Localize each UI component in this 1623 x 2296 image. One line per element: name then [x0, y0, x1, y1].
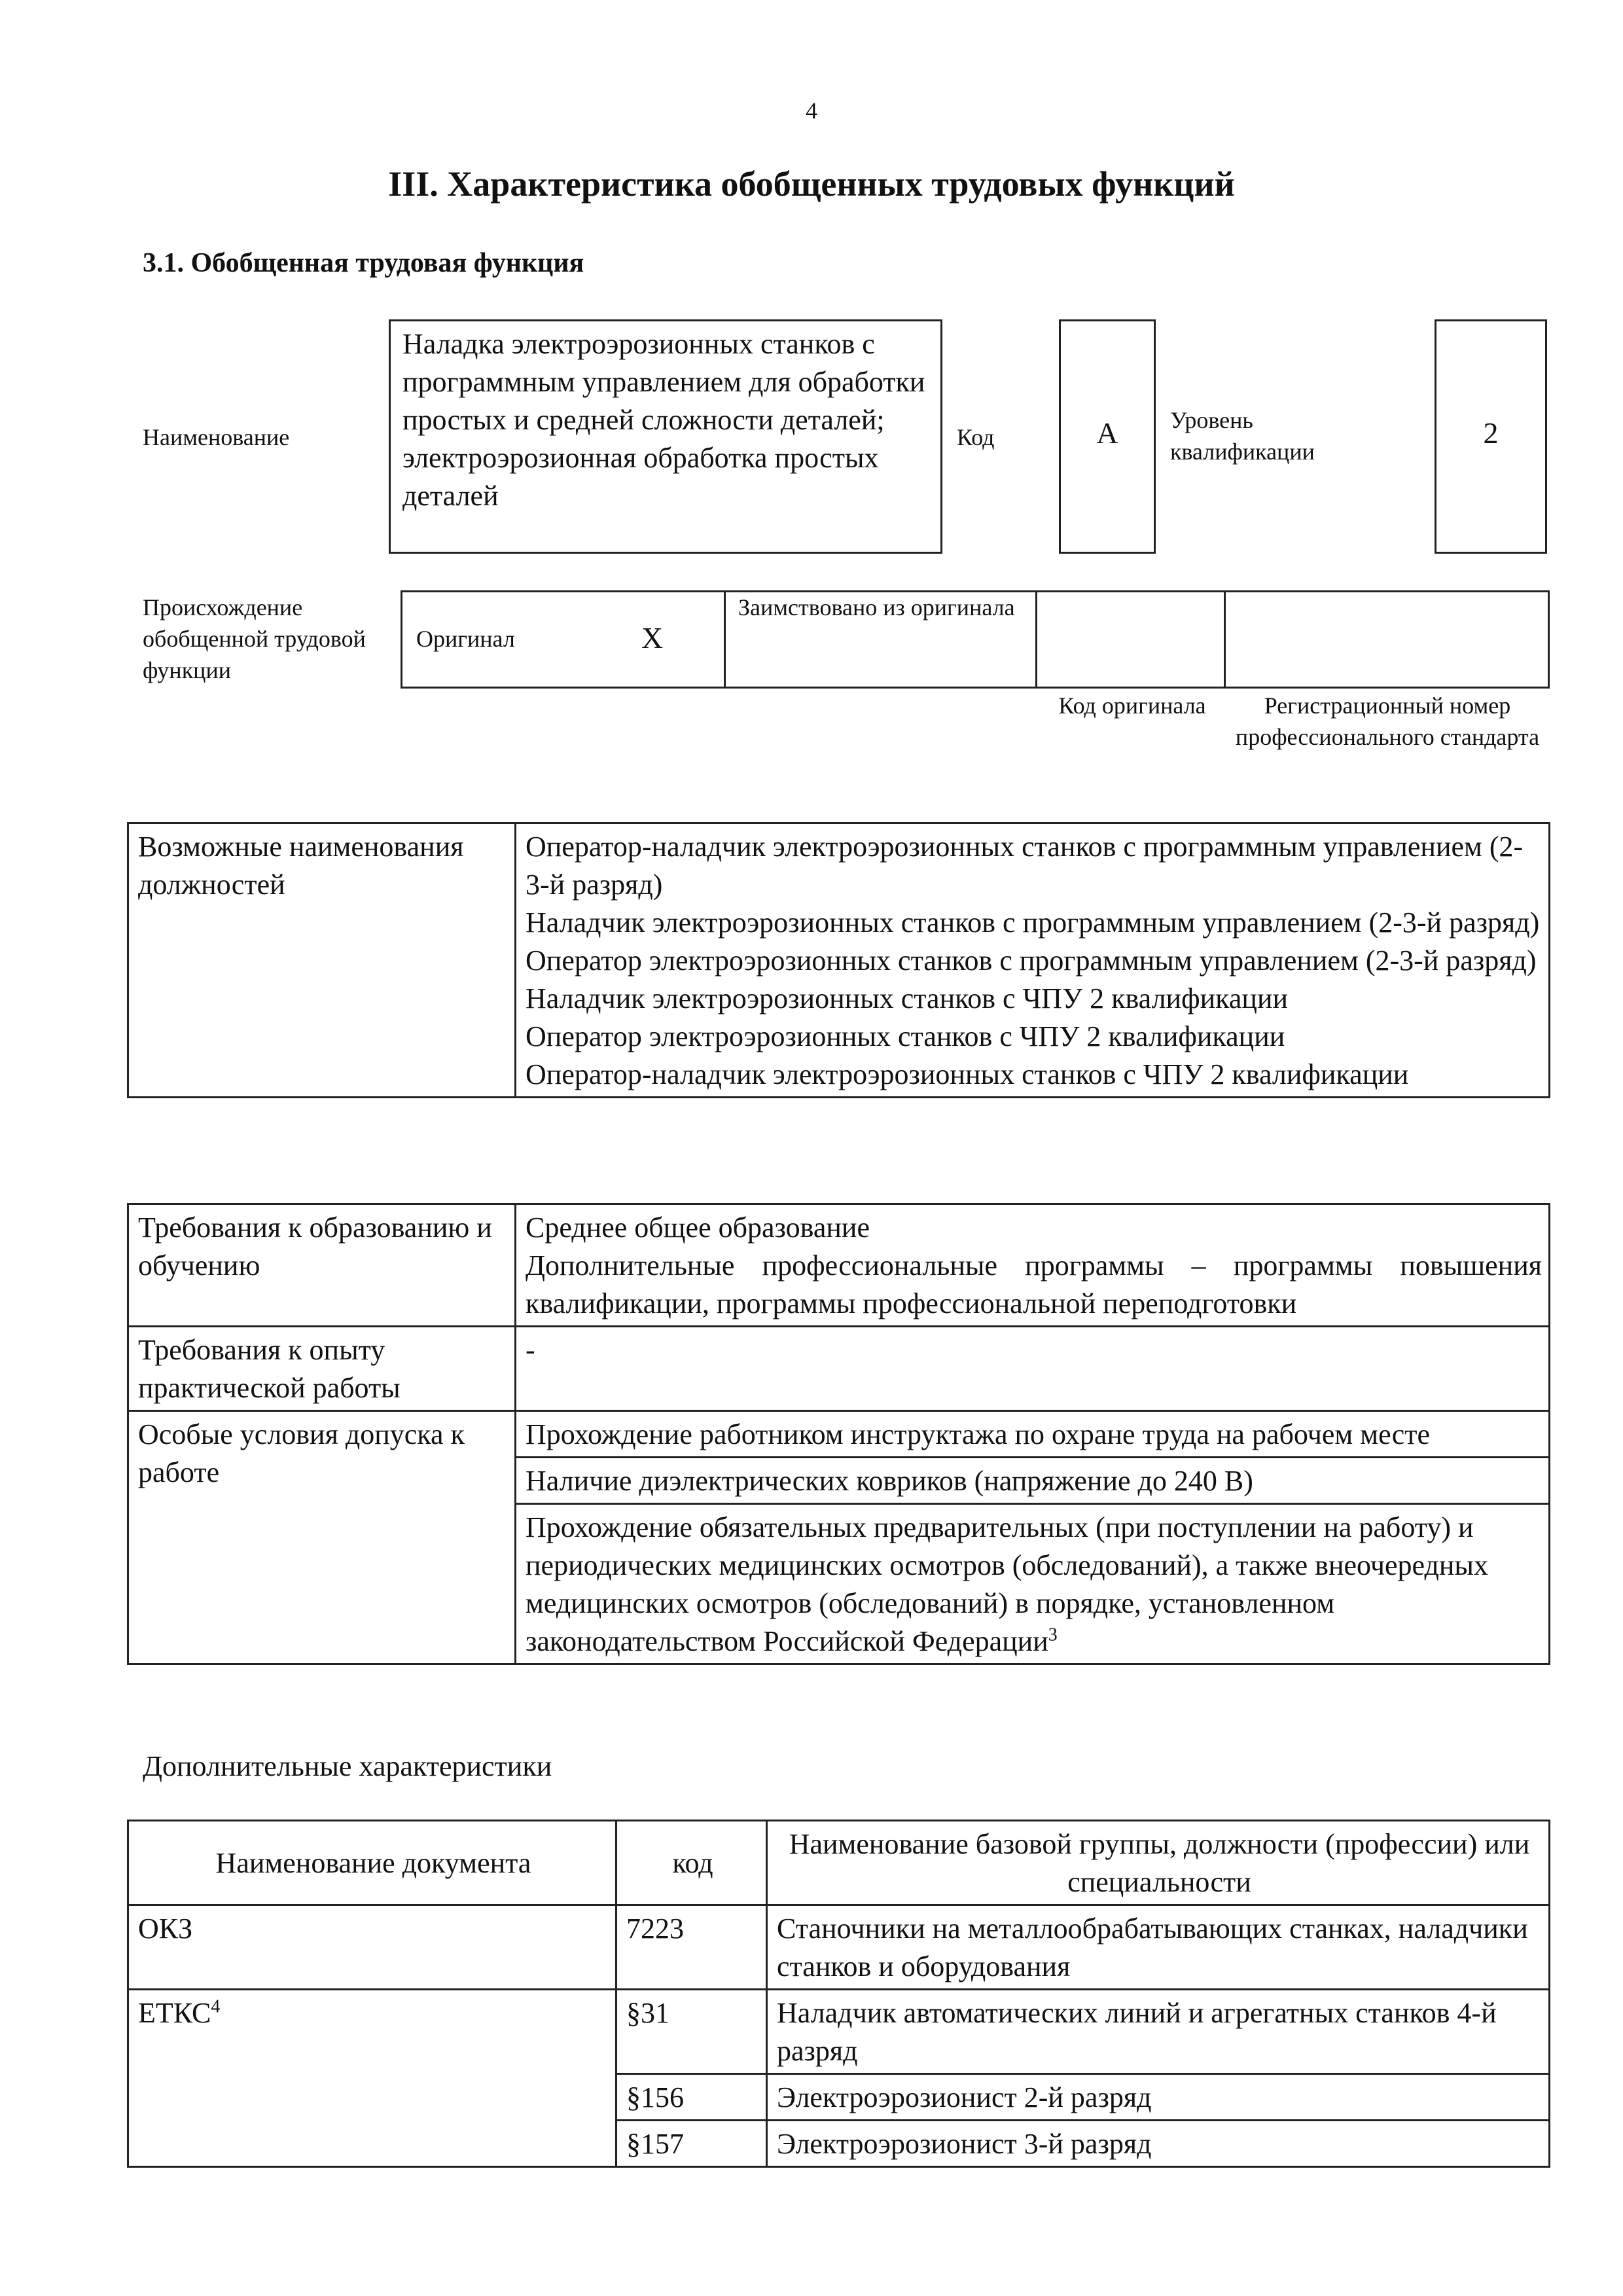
positions-list: [516, 823, 1550, 1098]
position-item: Наладчик электроэрозионных станков с программным управлением (2-3-й разряд): [526, 906, 1540, 939]
original-mark: X: [641, 621, 664, 655]
etks-desc: Электроэрозионист 3-й разряд: [767, 2121, 1550, 2167]
additional-table: [127, 1820, 1550, 2168]
header-group: Наименование базовой группы, должности (профессии) или специальности: [767, 1821, 1550, 1905]
etks-name: ЕТКС: [138, 1997, 211, 2029]
requirements-table: [127, 1203, 1550, 1665]
origin-divider-2: [1035, 590, 1037, 689]
education-value: [516, 1204, 1550, 1327]
positions-label: Возможные наименования должностей: [128, 823, 516, 1098]
experience-label: Требования к опыту практической работы: [128, 1327, 516, 1411]
special-label: Особые условия допуска к работе: [128, 1411, 516, 1664]
level-label: Уровень квалификации: [1170, 407, 1315, 465]
position-item: Оператор электроэрозионных станков с программным управлением (2-3-й разряд): [526, 944, 1537, 977]
etks-name-cell: [128, 1990, 616, 2167]
etks-code: §157: [616, 2121, 767, 2167]
etks-desc: Наладчик автоматических линий и агрегатных станков 4-й разряд: [767, 1990, 1550, 2074]
section-title: III. Характеристика обобщенных трудовых функций: [388, 164, 1235, 204]
etks-code: §31: [616, 1990, 767, 2074]
education-line: Дополнительные профессиональные программы – программы повышения квалификации, программы профессиональной переподготовки: [526, 1249, 1542, 1319]
position-item: Оператор-наладчик электроэрозионных станков с ЧПУ 2 квалификации: [526, 1058, 1409, 1090]
code-label: Код: [957, 424, 995, 450]
header-doc-name: Наименование документа: [128, 1821, 616, 1905]
origin-divider-3: [1224, 590, 1226, 689]
position-item: Наладчик электроэрозионных станков с ЧПУ 2 квалификации: [526, 982, 1289, 1014]
okz-code: 7223: [616, 1905, 767, 1990]
position-item: Оператор-наладчик электроэрозионных станков с программным управлением (2-3-й разряд): [526, 831, 1524, 901]
experience-value: -: [516, 1327, 1550, 1411]
footnote-3: 3: [1048, 1624, 1058, 1645]
name-box: [389, 319, 942, 554]
page-number: 4: [806, 98, 817, 124]
code-box: [1059, 319, 1156, 554]
additional-title: Дополнительные характеристики: [143, 1750, 552, 1782]
name-label: Наименование: [143, 424, 290, 450]
origin-label: Происхождение обобщенной трудовой функции: [143, 594, 366, 683]
position-item: Оператор электроэрозионных станков с ЧПУ 2 квалификации: [526, 1020, 1285, 1052]
code-original-caption: Код оригинала: [1058, 692, 1206, 719]
level-value: 2: [1483, 416, 1499, 450]
education-label: Требования к образованию и обучению: [128, 1204, 516, 1327]
function-name-value: Наладка электроэрозионных станков с программным управлением для обработки простых и средней сложности деталей; электроэрозионная обработка простых деталей: [402, 328, 925, 512]
origin-divider-1: [724, 590, 726, 689]
education-line: Среднее общее образование: [526, 1211, 870, 1244]
original-label: Оригинал: [416, 626, 515, 652]
special-item: Наличие диэлектрических ковриков (напряжение до 240 В): [516, 1458, 1550, 1504]
positions-table: [127, 822, 1550, 1098]
special-item: Прохождение работником инструктажа по охране труда на рабочем месте: [516, 1411, 1550, 1458]
borrowed-label: Заимствовано из оригинала: [738, 594, 1015, 620]
subsection-title: 3.1. Обобщенная трудовая функция: [143, 248, 584, 278]
okz-desc: Станочники на металлообрабатывающих станках, наладчики станков и оборудования: [767, 1905, 1550, 1990]
special-item-last: [516, 1504, 1550, 1664]
etks-desc: Электроэрозионист 2-й разряд: [767, 2074, 1550, 2121]
etks-code: §156: [616, 2074, 767, 2121]
level-box: [1435, 319, 1547, 554]
okz-name: ОКЗ: [128, 1905, 616, 1990]
special-item-text: Прохождение обязательных предварительных (при поступлении на работу) и периодических медицинских осмотров (обследований), а также внеочередных медицинских осмотров (обследований) в порядке, установленном законодательством Российской Федерации: [526, 1511, 1488, 1657]
reg-number-caption: Регистрационный номер профессионального стандарта: [1235, 692, 1540, 750]
header-code: код: [616, 1821, 767, 1905]
code-value: А: [1096, 416, 1118, 450]
footnote-4: 4: [211, 1996, 221, 2017]
